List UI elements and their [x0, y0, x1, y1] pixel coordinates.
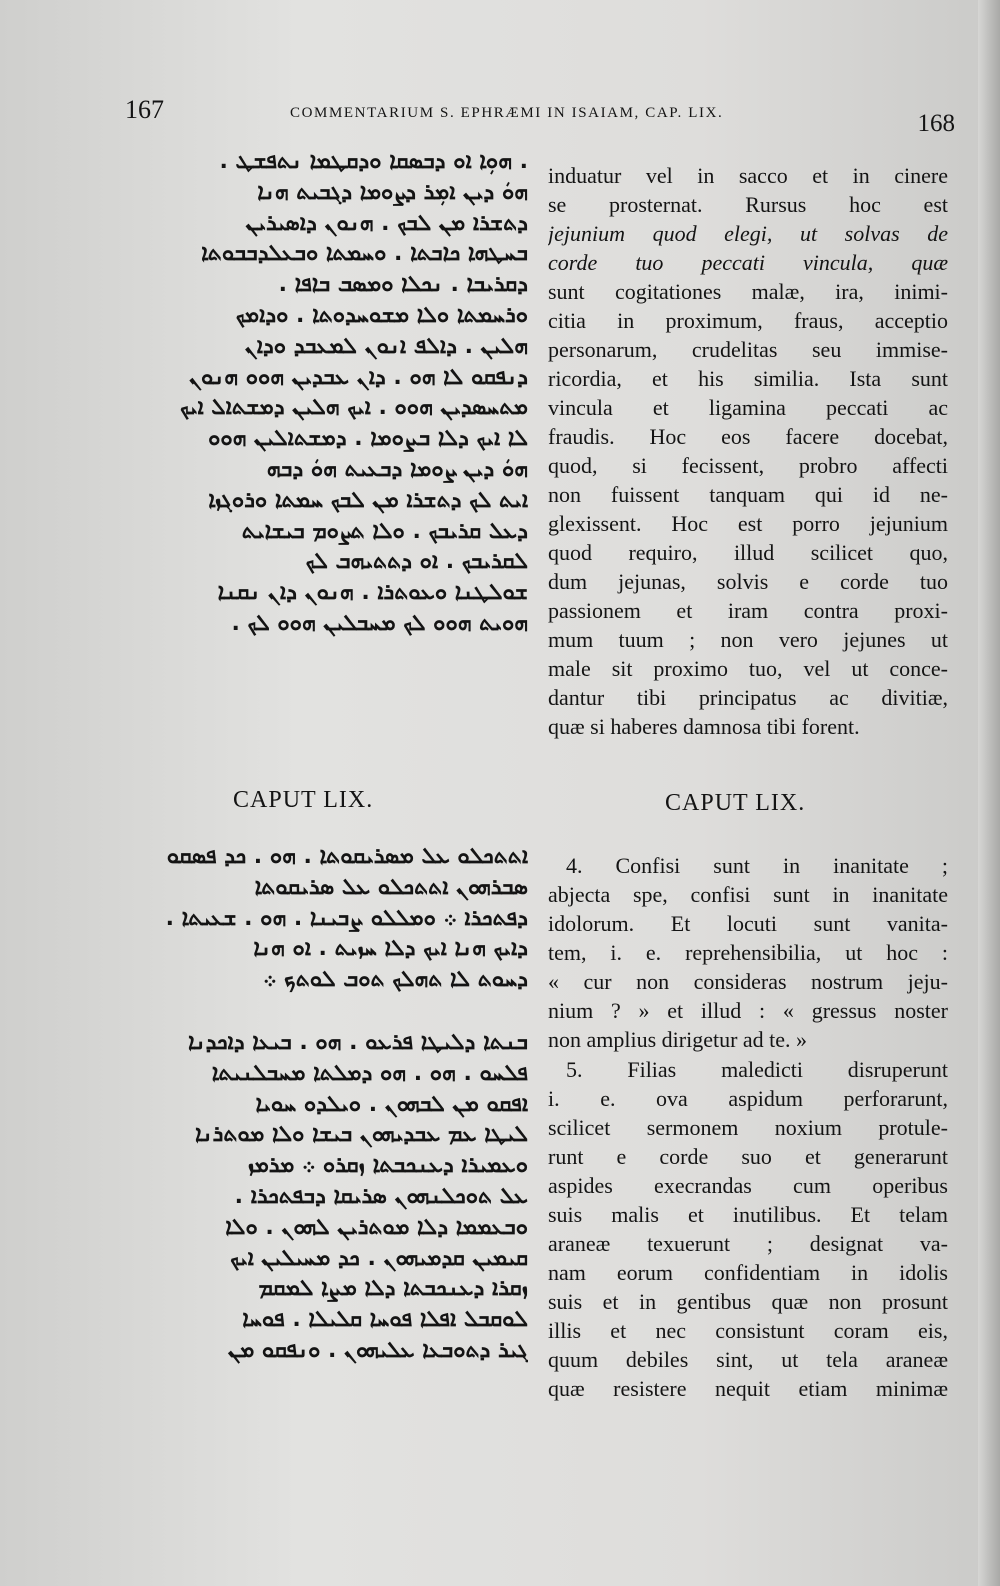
- running-header: [110, 95, 960, 135]
- syriac-line: ܓܝܪ ܕܬܘܒܥܐ ܥܠܝܗܘܢ . ܘܢܦܩܘ ܡܢ: [227, 1337, 528, 1363]
- latin-line: quod, si fecissent, probro affecti: [548, 453, 948, 478]
- syriac-line: ܗܠܝܢ . ܕܐܠܦ ܐܢܘܢ ܠܡܥܒܕ ܘܕܐܢ: [244, 333, 528, 359]
- latin-line: abjecta spe, confisi sunt in inanitate: [548, 882, 948, 907]
- latin-line: non amplius dirigetur ad te. »: [548, 1027, 808, 1052]
- syriac-line: ܗܘܝܬ ܗܘܘ ܠܟ ܡܚܒܠܝܢ ܗܘܘ ܠܟ .: [231, 610, 528, 636]
- syriac-line: ܣܒܪܗܘܢ ܐܬܬܟܠܘ ܥܠ ܣܪܝܩܘܬܐ: [254, 874, 528, 900]
- latin-line: quod requiro, illud scilicet quo,: [548, 540, 948, 565]
- chapter-heading-latin-side: CAPUT LIX.: [665, 790, 806, 816]
- latin-line: personarum, crudelitas seu immise-: [548, 337, 948, 362]
- latin-line: 4. Confisi sunt in inanitate ;: [566, 853, 948, 878]
- syriac-line: ܙܩܪܐ ܕܥܢܟܒܬܐ ܕܠܐ ܡܨܐ ܠܡܩܡ: [258, 1276, 528, 1302]
- syriac-line: ܘܪܚܡܬܐ ܘܠܐ ܡܫܘܚܕܘܬܐ . ܘܕܐܡܟ: [235, 302, 528, 328]
- latin-line: quæ si haberes damnosa tibi forent.: [548, 714, 860, 739]
- latin-line: suis malis et inutilibus. Et telam: [548, 1202, 948, 1227]
- latin-line: passionem et iram contra proxi-: [548, 598, 948, 623]
- syriac-line: ܦܠܚܘ . ܗܘ . ܗܘ ܕܡܠܬܐ ܡܚܒܠܢܝܬܐ: [211, 1060, 528, 1086]
- syriac-line: ܘܒܥܡܡܐ ܕܠܐ ܡܘܬܪܝܢ ܠܗܘܢ . ܘܠܐ: [225, 1214, 528, 1240]
- running-title: COMMENTARIUM S. EPHRÆMI IN ISAIAM, CAP. LIX.: [290, 105, 724, 121]
- latin-line: mum tuum ; non vero jejunes ut: [548, 627, 948, 652]
- syriac-line: ܗܘܿ ܕܝܢ ܐܡܼܪ ܕܨܘܡܐ ܕܓܒܝܬ ܗܢܐ: [257, 179, 528, 205]
- latin-line: dum jejunas, solvis e corde tuo: [548, 569, 948, 594]
- latin-line: « cur non consideras nostrum jeju-: [548, 969, 948, 994]
- page-number-right: 168: [917, 110, 955, 137]
- syriac-line: . ܗܘܼܐ ܐܘ ܕܒܣܩܐ ܘܕܩܛܡܐ ܢܬܦܫܛ .: [219, 149, 528, 174]
- latin-line: glexissent. Hoc est porro jejunium: [548, 511, 948, 536]
- latin-line: araneæ texuerunt ; designat va-: [548, 1231, 948, 1256]
- latin-line: sunt cogitationes malæ, ira, inimi-: [548, 279, 948, 304]
- latin-line: corde tuo peccati vincula, quæ: [548, 250, 948, 275]
- page-number-left: 167: [125, 95, 164, 124]
- latin-line: 5. Filias maledicti disruperunt: [566, 1057, 948, 1082]
- latin-line: illis et nec consistunt coram eis,: [548, 1318, 948, 1343]
- syriac-line: ܕܦܬܟܪܐ ܀ ܘܡܠܠܘ ܨܒܝܢܐ . ܗܘ . ܫܥܝܬܐ .: [165, 905, 528, 931]
- latin-line: vincula et ligamina peccati ac: [548, 395, 948, 420]
- latin-line: male sit proximo tuo, vel ut conce-: [548, 656, 948, 681]
- latin-line: i. e. ova aspidum perforarunt,: [548, 1086, 948, 1111]
- latin-line: quum debiles sint, ut tela araneæ: [548, 1347, 948, 1372]
- syriac-line: ܠܘܩܒܠ ܐܦܠܐ ܦܘܚܐ ܩܠܝܠܐ . ܦܘܚܐ: [242, 1307, 528, 1333]
- latin-line: non fuissent tanquam qui id ne-: [548, 482, 948, 507]
- latin-line: suis et in gentibus quæ non prosunt: [548, 1289, 948, 1314]
- latin-line: induatur vel in sacco et in cinere: [548, 163, 948, 188]
- syriac-paragraph-verse-5: [118, 1028, 528, 1367]
- syriac-line: ܠܝܛܐ ܥܡ ܥܒܕܝܗܘܢ ܒܝܫܐ ܘܠܐ ܡܘܬܪܢܐ: [195, 1122, 528, 1148]
- latin-line: nam eorum confidentiam in idolis: [548, 1260, 948, 1285]
- latin-line: aspides execrandas cum operibus: [548, 1173, 948, 1198]
- latin-line: idolorum. Et locuti sunt vanita-: [548, 911, 948, 936]
- page-edge-shadow: [978, 0, 1000, 1586]
- syriac-line: ܠܐ ܐܝܟ ܕܠܐ ܒܨܘܡܐ . ܕܡܫܬܐܠܝܢ ܗܘܘ: [208, 426, 528, 452]
- syriac-line: ܩܝܡܝܢ ܩܕܡܝܗܘܢ . ܟܕ ܡܚܝܠܝܢ ܐܝܟ: [230, 1245, 528, 1271]
- latin-line: dantur tibi principatus ac divitiæ,: [548, 685, 948, 710]
- syriac-line: ܕܬܫܪܐ ܡܢ ܠܒܟ . ܗܢܘܢ ܕܐܣܝܪܝܢ: [245, 210, 528, 236]
- latin-line: quæ resistere nequit etiam minimæ: [548, 1376, 948, 1401]
- syriac-line: ܐܦܩܘ ܡܢ ܠܒܗܘܢ . ܘܝܠܕܘ ܚܘܝܐ: [255, 1091, 528, 1117]
- syriac-line: ܐܬܬܟܠܘ ܥܠ ܡܣܪܝܩܘܬܐ . ܗܘ . ܟܕ ܦܣܩܘ: [166, 844, 528, 869]
- syriac-line: ܕܥܠ ܩܪܝܒܟ . ܘܠܐ ܬܨܘܡ ܒܝܫܐܝܬ: [241, 518, 528, 544]
- latin-line: se prosternat. Rursus hoc est: [548, 192, 948, 217]
- syriac-line: ܘܥܡܝܪܐ ܕܥܢܟܒܬܐ ܙܩܪܘ ܀ ܡܪܡܙ: [247, 1153, 528, 1179]
- latin-paragraph-verse-5: [548, 1055, 948, 1403]
- latin-line: fraudis. Hoc eos facere docebat,: [548, 424, 948, 449]
- latin-line: citia in proximum, fraus, acceptio: [548, 308, 948, 333]
- syriac-line: ܠܩܪܝܒܟ . ܐܘ ܕܬܬܝܗܒ ܠܟ: [305, 549, 528, 575]
- syriac-line: ܡܬܚܣܕܝܢ ܗܘܘ . ܐܝܟ ܗܠܝܢ ܕܡܫܬܐܠ ܐܝܟ: [180, 395, 528, 421]
- latin-paragraph-verse-4: [548, 851, 948, 1054]
- latin-column-top: [548, 161, 948, 741]
- latin-line: runt e corde suo et generarunt: [548, 1144, 948, 1169]
- latin-line: tem, i. e. reprehensibilia, ut hoc :: [548, 940, 948, 965]
- syriac-line: ܒܢܬܐ ܕܠܝܛܐ ܦܪܥܘ . ܗܘ . ܒܝܥܐ ܕܐܟܕܢܐ: [187, 1030, 528, 1055]
- chapter-heading-syriac-side: CAPUT LIX.: [233, 787, 374, 813]
- syriac-line: ܕܚܘܬ ܠܐ ܬܗܠܟ ܬܘܒ ܠܘܬܟ ܀: [263, 967, 528, 993]
- syriac-line: ܕܢܦܩܘ ܠܐ ܗܘ . ܕܐܢ ܥܒܕܝܢ ܗܘܘ ܗܢܘܢ: [189, 364, 528, 390]
- syriac-line: ܐܝܬ ܠܟ ܕܬܫܪܐ ܡܢ ܠܒܟ ܚܡܬܐ ܘܪܘܓܙܐ: [208, 487, 528, 513]
- syriac-line: ܥܠ ܬܘܟܠܢܗܘܢ ܣܪܝܩܐ ܕܒܦܬܟܪܐ .: [234, 1183, 528, 1209]
- syriac-line: ܒܚܛܗܐ ܟܐܒܬܐ . ܘܚܡܬܐ ܘܒܥܠܕܒܒܘܬܐ: [201, 241, 528, 267]
- syriac-column-top: [118, 147, 528, 640]
- syriac-line: ܕܩܪܝܒܐ . ܢܟܠܐ ܘܡܣܒ ܒܐܦܐ .: [278, 272, 528, 298]
- syriac-line: ܕܐܝܟ ܗܢܐ ܐܝܟ ܕܠܐ ܚܙܝܬ . ܐܘ ܗܢܐ: [253, 936, 528, 962]
- syriac-line: ܫܘܠܛܢܐ ܘܥܘܬܪܐ . ܗܢܘܢ ܕܐܢ ܢܩܢܐ: [217, 580, 528, 606]
- syriac-line: ܗܘܿ ܕܝܢ ܨܘܡܐ ܕܒܥܝܬ ܗܘܿ ܕܒܗ: [266, 456, 528, 482]
- latin-line: scilicet sermonem noxium protule-: [548, 1115, 948, 1140]
- latin-line: nium ? » et illud : « gressus noster: [548, 998, 948, 1023]
- latin-line: ricordia, et his similia. Ista sunt: [548, 366, 948, 391]
- syriac-paragraph-verse-4: [118, 842, 528, 996]
- latin-line: jejunium quod elegi, ut solvas de: [548, 221, 948, 246]
